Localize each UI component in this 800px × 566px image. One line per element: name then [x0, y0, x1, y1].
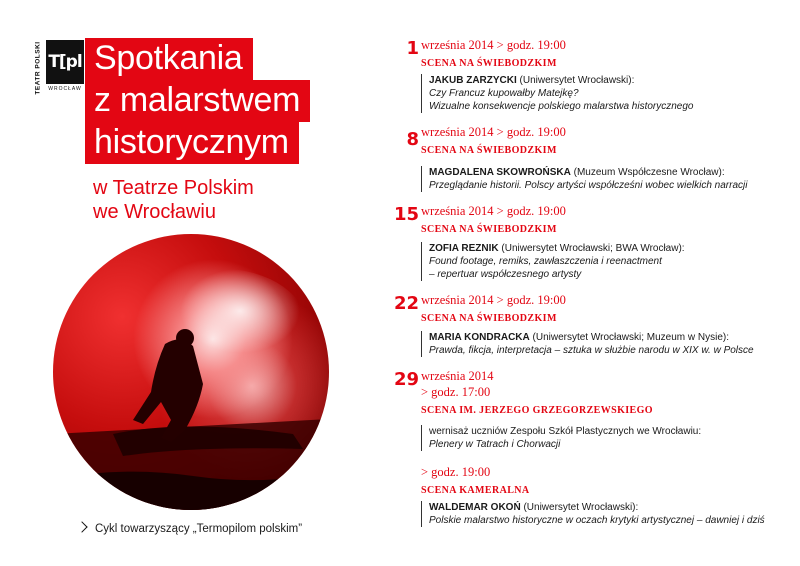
event-time: > godz. 17:00	[421, 385, 491, 399]
speaker-name: JAKUB ZARZYCKI	[429, 75, 517, 86]
series-caption	[78, 523, 302, 535]
event-day: 15	[393, 204, 419, 225]
speaker-affiliation: (Uniwersytet Wrocławski):	[516, 75, 635, 86]
event-scene: SCENA NA ŚWIEBODZKIM	[421, 313, 557, 324]
figure-head	[176, 329, 194, 347]
photo-illustration	[53, 234, 329, 510]
event-header	[421, 204, 566, 237]
exhibition-title: Plenery w Tatrach i Chorwacji	[429, 439, 561, 450]
talk-title-line: Czy Francuz kupowałby Matejkę?	[429, 88, 579, 99]
event-talk	[421, 166, 747, 192]
talk-title-line: Polskie malarstwo historyczne w oczach krytyki artystycznej – dawniej i dziś	[429, 515, 765, 526]
event-talk	[421, 501, 765, 527]
event-scene: SCENA NA ŚWIEBODZKIM	[421, 224, 557, 235]
event-date: września 2014 > godz. 19:00	[421, 293, 566, 307]
title-line-3: historycznym	[85, 122, 299, 164]
talk-title-line: Przeglądanie historii. Polscy artyści współcześni wobec wielkich narracji	[429, 180, 748, 191]
event-header	[421, 369, 653, 418]
logo-vertical-text: TEATR POLSKI	[34, 41, 42, 95]
event-date: września 2014	[421, 369, 494, 383]
teatr-polski-logo	[32, 40, 84, 96]
caption-text: Cykl towarzyszący „Termopilom polskim”	[95, 523, 303, 535]
logo-city: WROCŁAW	[48, 86, 82, 92]
logo-mark: T[pl	[46, 40, 84, 84]
speaker-name: MARIA KONDRACKA	[429, 332, 530, 343]
poster-title	[85, 38, 315, 164]
talk-title-line: Found footage, remiks, zawłaszczenia i reenactment	[429, 256, 662, 267]
event-day: 22	[393, 293, 419, 314]
exhibition-text: wernisaż uczniów Zespołu Szkół Plastycznych we Wrocławiu:	[429, 426, 702, 437]
event-talk	[421, 331, 754, 357]
speaker-affiliation: (Uniwersytet Wrocławski; BWA Wrocław):	[498, 243, 685, 254]
event-scene: SCENA IM. JERZEGO GRZEGORZEWSKIEGO	[421, 405, 653, 416]
subtitle-line-1: w Teatrze Polskim	[93, 177, 254, 199]
event-date: września 2014 > godz. 19:00	[421, 38, 566, 52]
event-date: września 2014 > godz. 19:00	[421, 125, 566, 139]
talk-title-line: – repertuar współczesnego artysty	[429, 269, 582, 280]
performance-photo	[53, 234, 329, 510]
event-exhibition	[421, 425, 701, 451]
poster-subtitle	[93, 176, 254, 224]
logo-vertical-label	[32, 40, 44, 96]
event-day: 29	[393, 369, 419, 390]
event-header	[421, 125, 566, 158]
chevron-right-icon	[76, 521, 87, 532]
event-day: 8	[406, 129, 419, 150]
speaker-affiliation: (Uniwersytet Wrocławski):	[520, 502, 639, 513]
speaker-name: MAGDALENA SKOWROŃSKA	[429, 167, 571, 178]
title-line-1: Spotkania	[85, 38, 253, 80]
event-talk	[421, 74, 693, 113]
event-header	[421, 293, 566, 326]
event-talk	[421, 242, 685, 281]
talk-title-line: Prawda, fikcja, interpretacja – sztuka w służbie narodu w XIX w. w Polsce	[429, 345, 754, 356]
speaker-name: WALDEMAR OKOŃ	[429, 502, 521, 513]
talk-title-line: Wizualne konsekwencje polskiego malarstwa historycznego	[429, 101, 694, 112]
speaker-affiliation: (Muzeum Współczesne Wrocław):	[570, 167, 725, 178]
title-line-2: z malarstwem	[85, 80, 310, 122]
speaker-name: ZOFIA REZNIK	[429, 243, 499, 254]
event-scene-2: SCENA KAMERALNA	[421, 485, 530, 496]
event-time-2: > godz. 19:00	[421, 465, 491, 479]
event-day: 1	[406, 38, 419, 59]
event-scene: SCENA NA ŚWIEBODZKIM	[421, 58, 557, 69]
event-scene: SCENA NA ŚWIEBODZKIM	[421, 145, 557, 156]
subtitle-line-2: we Wrocławiu	[93, 201, 216, 223]
event-date: września 2014 > godz. 19:00	[421, 204, 566, 218]
speaker-affiliation: (Uniwersytet Wrocławski; Muzeum w Nysie):	[529, 332, 730, 343]
event-header	[421, 38, 566, 71]
event-second-session	[421, 465, 530, 498]
